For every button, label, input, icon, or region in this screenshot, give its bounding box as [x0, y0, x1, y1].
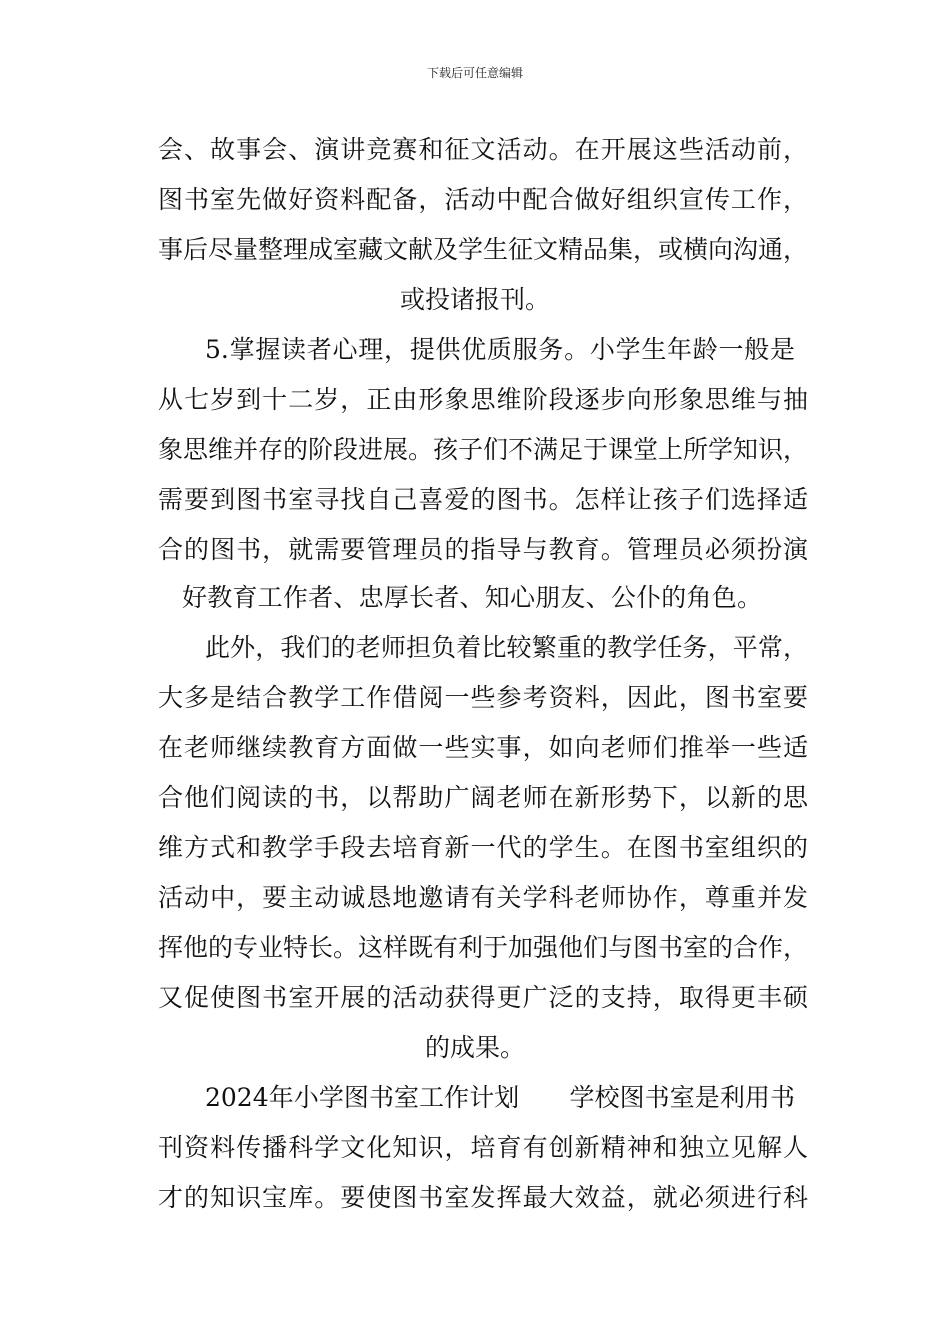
text-line: 挥他的专业特长。这样既有利于加强他们与图书室的合作，	[158, 933, 809, 962]
text-line: 2024年小学图书室工作计划 学校图书室是利用书	[205, 1083, 795, 1112]
text-line: 才的知识宝库。要使图书室发挥最大效益，就必须进行科	[158, 1183, 808, 1212]
text-line: 维方式和教学手段去培育新一代的学生。在图书室组织的	[158, 833, 808, 862]
text-line: 象思维并存的阶段进展。孩子们不满足于课堂上所学知识，	[158, 435, 809, 464]
text-line: 的成果。	[425, 1033, 526, 1062]
text-line: 又促使图书室开展的活动获得更广泛的支持，取得更丰硕	[158, 983, 808, 1012]
text-line: 合他们阅读的书，以帮助广阔老师在新形势下，以新的思	[158, 783, 808, 812]
text-line: 大多是结合教学工作借阅一些参考资料，因此，图书室要	[158, 683, 808, 712]
text-line: 需要到图书室寻找自己喜爱的图书。怎样让孩子们选择适	[158, 485, 808, 514]
text-line: 或投诸报刊。	[400, 285, 551, 314]
text-line: 事后尽量整理成室藏文献及学生征文精品集，或横向沟通，	[158, 235, 809, 264]
text-line: 在老师继续教育方面做一些实事，如向老师们推举一些适	[158, 733, 808, 762]
text-line: 好教育工作者、忠厚长者、知心朋友、公仆的角色。	[182, 583, 762, 612]
text-line: 5.掌握读者心理，提供优质服务。小学生年龄一般是	[205, 335, 795, 364]
text-line: 从七岁到十二岁，正由形象思维阶段逐步向形象思维与抽	[158, 385, 808, 414]
text-line: 合的图书，就需要管理员的指导与教育。管理员必须扮演	[158, 535, 808, 564]
page-header: 下载后可任意编辑	[426, 66, 523, 80]
text-line: 刊资料传播科学文化知识，培育有创新精神和独立见解人	[158, 1133, 808, 1162]
text-line: 活动中，要主动诚恳地邀请有关学科老师协作，尊重并发	[158, 883, 808, 912]
text-line: 此外，我们的老师担负着比较繁重的教学任务，平常，	[205, 633, 808, 662]
text-line: 会、故事会、演讲竞赛和征文活动。在开展这些活动前，	[158, 135, 808, 164]
text-line: 图书室先做好资料配备，活动中配合做好组织宣传工作，	[158, 185, 808, 214]
